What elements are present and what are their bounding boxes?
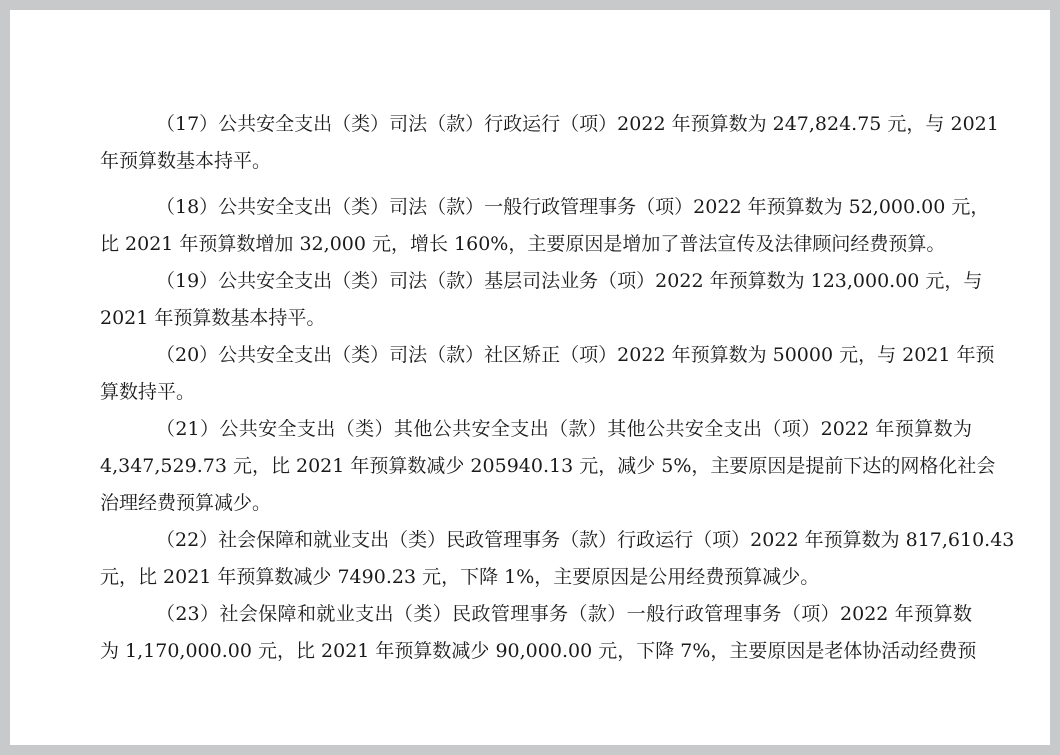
paragraph-line: 年预算数基本持平。 [100, 150, 272, 172]
paragraph-line: 2021 年预算数基本持平。 [100, 307, 326, 329]
paragraph-line: （18）公共安全支出（类）司法（款）一般行政管理事务（项）2022 年预算数为 52,000.00 元， [156, 196, 990, 218]
paragraph-line: 算数持平。 [100, 381, 196, 403]
paragraph-line: （22）社会保障和就业支出（类）民政管理事务（款）行政运行（项）2022 年预算数为 817,610.43 [156, 529, 1015, 551]
paragraph-line: （20）公共安全支出（类）司法（款）社区矫正（项）2022 年预算数为 50000 元，与 2021 年预 [156, 344, 995, 366]
paragraph-line: 元，比 2021 年预算数减少 7490.23 元，下降 1%，主要原因是公用经费预算减少。 [100, 566, 820, 588]
document-page [10, 10, 1050, 745]
paragraph-line: （21）公共安全支出（类）其他公共安全支出（款）其他公共安全支出（项）2022 年预算数为 [156, 418, 972, 440]
paragraph-line: （19）公共安全支出（类）司法（款）基层司法业务（项）2022 年预算数为 123,000.00 元，与 [156, 270, 983, 292]
paragraph-line: 为 1,170,000.00 元，比 2021 年预算数减少 90,000.00 元，下降 7%，主要原因是老体协活动经费预 [100, 640, 977, 662]
paragraph-line: 4,347,529.73 元，比 2021 年预算数减少 205940.13 元，减少 5%，主要原因是提前下达的网格化社会 [100, 455, 996, 477]
paragraph-line: （17）公共安全支出（类）司法（款）行政运行（项）2022 年预算数为 247,824.75 元，与 2021 [156, 113, 999, 135]
paragraph-line: 治理经费预算减少。 [100, 492, 272, 514]
paragraph-line: （23）社会保障和就业支出（类）民政管理事务（款）一般行政管理事务（项）2022 年预算数 [156, 603, 972, 625]
paragraph-line: 比 2021 年预算数增加 32,000 元，增长 160%，主要原因是增加了普法宣传及法律顾问经费预算。 [100, 233, 946, 255]
